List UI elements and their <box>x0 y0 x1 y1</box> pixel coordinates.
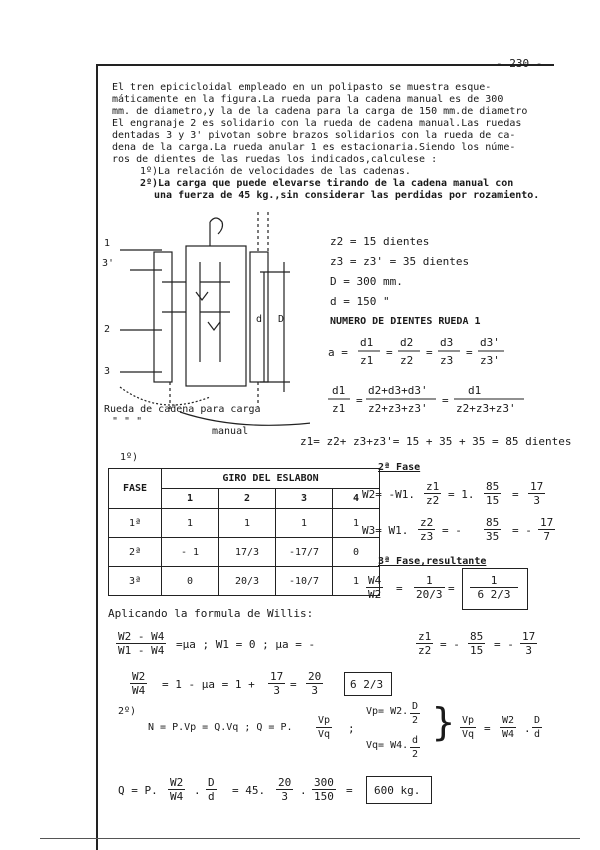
intro-line: máticamente en la figura.La rueda para la cadena manual es de 300 <box>112 94 504 105</box>
table-cell: 17/3 <box>219 538 276 567</box>
table-col: 2 <box>219 489 276 509</box>
table-cell: 1ª <box>109 509 162 538</box>
table-row <box>109 538 380 567</box>
question-2-cont: una fuerza de 45 kg.,sin considerar las perdidas por rozamiento. <box>154 190 540 201</box>
svg-text:d1: d1 <box>468 384 482 397</box>
table-cell: -10/7 <box>276 567 333 596</box>
figure-caption: Rueda de cadena para carga <box>104 404 261 415</box>
svg-text:d2: d2 <box>400 336 414 349</box>
question-2: 2º)La carga que puede elevarse tirando de la cadena manual con <box>140 178 514 189</box>
intro-line: dentadas 3 y 3' pivotan sobre brazos solidarios con la rueda de ca- <box>112 130 516 141</box>
svg-text:=: = <box>386 346 393 359</box>
table-cell: - 1 <box>162 538 219 567</box>
table-cell: 1 <box>162 509 219 538</box>
figure-label-3: 3 <box>104 366 111 377</box>
intro-line: El tren epicicloidal empleado en un polipasto se muestra esque- <box>112 82 492 93</box>
figure-label-d: d <box>256 314 263 325</box>
svg-text:d3: d3 <box>440 336 454 349</box>
figure-caption-manual: manual <box>212 426 249 437</box>
given-D: D = 300 mm. <box>330 275 403 288</box>
svg-text:z3: z3 <box>440 354 454 367</box>
svg-text:=: = <box>442 394 449 407</box>
fase2-heading: 2ª Fase <box>378 462 421 473</box>
svg-text:z2+z3+z3': z2+z3+z3' <box>368 402 428 415</box>
table-cell: 1 <box>219 509 276 538</box>
figure-label-2: 2 <box>104 324 111 335</box>
intro-line: mm. de diametro,y la de la cadena para la carga de 150 mm.de diametro <box>112 106 528 117</box>
svg-text:d1: d1 <box>360 336 374 349</box>
table-col: 3 <box>276 489 333 509</box>
svg-text:z1: z1 <box>332 402 346 415</box>
intro-line: dena de la carga.La rueda anular 1 es estacionaria.Siendo los núme- <box>112 142 516 153</box>
intro-line: El engranaje 2 es solidario con la rueda de cadena manual.Las ruedas <box>112 118 522 129</box>
table-title: GIRO DEL ESLABON <box>162 469 380 489</box>
figure-caption-marks: " " " <box>112 416 143 427</box>
table-row <box>109 509 380 538</box>
table-cell: 2ª <box>109 538 162 567</box>
table-cell: 1 <box>333 567 380 596</box>
part1-label: 1º) <box>120 452 139 463</box>
svg-text:d1: d1 <box>332 384 346 397</box>
svg-text:a =: a = <box>328 346 348 359</box>
table-row <box>109 567 380 596</box>
question-1: 1º)La relación de velocidades de las cadenas. <box>140 166 411 177</box>
figure-label-1: 1 <box>104 238 111 249</box>
willis-heading: Aplicando la formula de Willis: <box>108 607 314 620</box>
given-d: d = 150 " <box>330 295 390 308</box>
part2-label: 2º) <box>118 706 137 717</box>
table-cell: -17/7 <box>276 538 333 567</box>
given-z3: z3 = z3' = 35 dientes <box>330 255 470 268</box>
final-result: 600 kg. <box>374 784 421 797</box>
svg-text:d3': d3' <box>480 336 500 349</box>
bottom-rule <box>40 838 580 839</box>
svg-text:z2+z3+z3': z2+z3+z3' <box>456 402 516 415</box>
numero-heading: NUMERO DE DIENTES RUEDA 1 <box>330 316 481 327</box>
svg-text:z2: z2 <box>400 354 414 367</box>
brace: } <box>432 700 455 744</box>
table-col: 1 <box>162 489 219 509</box>
svg-text:=: = <box>466 346 473 359</box>
intro-line: ros de dientes de las ruedas los indicados,calculese : <box>112 154 438 165</box>
figure-label-3prime: 3' <box>102 258 115 269</box>
table-cell: 0 <box>333 538 380 567</box>
svg-text:d2+d3+d3': d2+d3+d3' <box>368 384 428 397</box>
svg-text:z1: z1 <box>360 354 374 367</box>
table-col: 4 <box>333 489 380 509</box>
svg-text:=: = <box>356 394 363 407</box>
given-z2: z2 = 15 dientes <box>330 235 430 248</box>
figure-label-D: D <box>278 314 285 325</box>
page-number: - 230 - <box>496 57 543 70</box>
svg-text:z3': z3' <box>480 354 500 367</box>
giro-table <box>108 468 380 596</box>
fase3-heading: 3ª Fase,resultante <box>378 556 487 567</box>
table-header-fase: FASE <box>109 469 162 509</box>
tooth-ratio-eq <box>328 334 558 424</box>
table-cell: 1 <box>276 509 333 538</box>
svg-text:=: = <box>426 346 433 359</box>
z1-result: z1= z2+ z3+z3'= 15 + 35 + 35 = 85 dientes <box>300 435 572 448</box>
table-cell: 3ª <box>109 567 162 596</box>
table-cell: 1 <box>333 509 380 538</box>
table-cell: 20/3 <box>219 567 276 596</box>
table-cell: 0 <box>162 567 219 596</box>
